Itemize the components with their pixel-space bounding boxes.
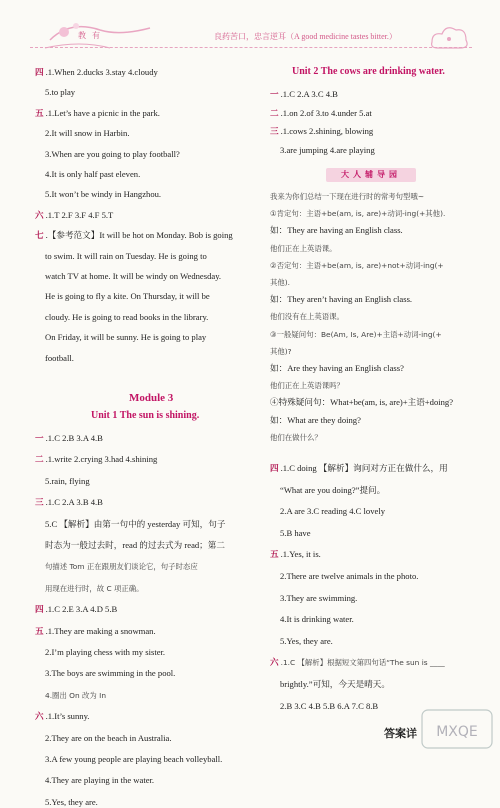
answer-line: [270, 362, 404, 374]
answer-line: [45, 646, 165, 658]
answer-line: [270, 107, 372, 119]
answer-line: [35, 209, 113, 221]
answer-text: ④特殊疑问句：What+be(am, is, are)+主语+doing?: [270, 397, 454, 408]
answer-text: 3.They are swimming.: [280, 592, 358, 603]
answer-line: [45, 148, 180, 160]
answer-text: ②否定句：主语+be(am, is, are)+not+动词-ing(+: [270, 260, 444, 270]
answer-text: “What are you doing?”提问。: [280, 484, 386, 495]
answer-line: [45, 667, 175, 679]
answer-line: [35, 625, 156, 637]
answer-line: [35, 229, 233, 241]
answer-line: [270, 190, 424, 203]
header-divider: [30, 47, 472, 48]
answer-line: [280, 527, 311, 539]
page-header: [0, 0, 500, 56]
answer-line: [35, 710, 89, 722]
answer-text: .1.T 2.F 3.F 4.F 5.T: [45, 209, 114, 220]
footer-label: 答案详: [384, 727, 417, 740]
answer-text: 如：They aren’t having an English class.: [270, 294, 413, 305]
answer-line: [270, 656, 445, 669]
section-marker: 一: [270, 89, 279, 99]
section-marker: 六: [270, 657, 279, 668]
answer-text: 5.Yes, they are.: [45, 796, 98, 807]
answer-line: [270, 345, 292, 358]
answer-line: [45, 796, 98, 808]
section-marker: 一: [35, 433, 44, 443]
answer-text: .1.C 2.E 3.A 4.D 5.B: [45, 604, 118, 615]
section-marker: 四: [35, 67, 44, 77]
answer-text: On Friday, it will be sunny. He is going to play: [45, 332, 207, 343]
answer-text: 他们正在上英语课。: [270, 243, 337, 253]
answer-line: [35, 107, 160, 119]
logo-text: 教 有: [78, 31, 102, 40]
cloud-decoration-icon: [426, 20, 472, 56]
answer-text: to swim. It will rain on Tuesday. He is going to: [45, 250, 207, 261]
answer-line: [270, 224, 403, 236]
answer-line: [270, 379, 344, 392]
answer-line: [270, 431, 322, 444]
answer-text: 5.to play: [45, 87, 76, 98]
answer-text: .1.on 2.of 3.to 4.under 5.at: [280, 107, 372, 118]
answer-line: [270, 414, 361, 426]
answer-text: 3.are jumping 4.are playing: [280, 144, 375, 155]
answer-line: [280, 505, 385, 517]
answer-text: 3.A few young people are playing beach volleyball.: [45, 754, 223, 764]
answer-text: .1.C 【解析】根据短文第四句话“The sun is ____: [280, 658, 445, 668]
answer-line: [35, 66, 158, 78]
answer-line: [45, 539, 225, 551]
answer-line: [270, 293, 412, 305]
answer-text: 5.rain, flying: [45, 475, 90, 486]
answer-line: [45, 290, 210, 302]
answer-line: [45, 250, 207, 262]
flower-logo-icon: [40, 10, 170, 56]
answer-text: .1.C 2.A 3.B 4.B: [45, 497, 103, 508]
answer-text: .1.cows 2.shining, blowing: [280, 126, 374, 136]
answer-line: [45, 311, 208, 323]
answer-line: [280, 592, 357, 604]
section-marker: 三: [35, 497, 44, 508]
answer-text: .1.When 2.ducks 3.stay 4.cloudy: [45, 67, 158, 77]
answer-line: [45, 582, 144, 595]
svg-text:MXQE: MXQE: [436, 724, 478, 740]
answer-line: [270, 125, 373, 137]
answer-line: [280, 635, 333, 647]
answer-text: .1.Yes, it is.: [280, 549, 321, 560]
answer-text: 其他).: [270, 278, 291, 287]
answer-line: [280, 570, 418, 582]
answer-text: 2.I’m playing chess with my sister.: [45, 647, 166, 657]
section-marker: 七: [35, 230, 44, 241]
answer-text: 用现在进行时，故 C 项正确。: [45, 583, 144, 593]
answer-text: 其他)?: [270, 346, 292, 356]
answer-text: watch TV at home. It will be windy on Wednesday.: [45, 271, 222, 281]
tutor-banner: 大人辅导园: [326, 168, 416, 182]
answer-text: 5.B have: [280, 527, 311, 538]
answer-text: brightly.”可知，今天是晴天。: [280, 679, 390, 689]
answer-line: [280, 484, 385, 496]
answer-line: [45, 127, 130, 139]
answer-text: 如：They are having an English class.: [270, 225, 403, 236]
answer-line: [45, 86, 75, 98]
answer-text: 4.It is drinking water.: [280, 614, 354, 625]
answer-line: [270, 242, 337, 255]
answer-text: 他们在做什么？: [270, 432, 322, 442]
answer-text: 2.There are twelve animals in the photo.: [280, 571, 419, 581]
answer-text: .1.C 2.B 3.A 4.B: [45, 433, 103, 443]
answer-line: [45, 475, 90, 487]
answer-line: [35, 453, 157, 465]
mxqe-watermark-icon: [420, 706, 494, 752]
answer-text: 如：What are they doing?: [270, 414, 361, 425]
section-marker: 四: [270, 463, 279, 473]
answer-line: [270, 88, 338, 100]
answer-line: [280, 700, 378, 712]
answer-line: [280, 613, 354, 625]
answer-line: [35, 432, 103, 444]
answer-line: [35, 603, 117, 615]
answer-text: .1.C doing 【解析】询问对方正在做什么，用: [280, 463, 448, 473]
answer-line: [270, 259, 444, 272]
answer-text: 他们没有在上英语课。: [270, 312, 344, 322]
answer-line: [270, 548, 321, 560]
unit2-title: Unit 2 The cows are drinking water.: [292, 66, 445, 77]
answer-line: [45, 168, 140, 180]
answer-line: [45, 753, 222, 765]
answer-text: ③一般疑问句：Be(Am, Is, Are)+主语+动词-ing(+: [270, 329, 442, 339]
answer-text: football.: [45, 352, 74, 363]
answer-text: 4.It is only half past eleven.: [45, 169, 141, 179]
answer-line: [45, 331, 206, 343]
answer-text: 时态为一般过去时，read 的过去式为 read；第二: [45, 540, 225, 550]
answer-text: 2.A are 3.C reading 4.C lovely: [280, 506, 386, 517]
answer-line: [280, 678, 390, 690]
section-marker: 四: [35, 604, 44, 615]
section-marker: 五: [270, 549, 279, 560]
answer-line: [270, 310, 344, 323]
section-marker: 三: [270, 126, 279, 136]
answer-text: 他们正在上英语课吗？: [270, 381, 344, 391]
answer-text: 4.圈出 On 改为 In: [45, 690, 107, 700]
answer-line: [45, 270, 221, 282]
answer-text: 2.They are on the beach in Australia.: [45, 732, 172, 743]
answer-line: [270, 328, 442, 341]
answer-line: [270, 462, 448, 474]
answer-text: 3.The boys are swimming in the pool.: [45, 668, 176, 679]
answer-text: .1.Let’s have a picnic in the park.: [45, 107, 160, 118]
answer-text: 句描述 Tom 正在跟朋友们谈论它，句子时态应: [45, 562, 198, 572]
section-marker: 六: [35, 711, 44, 722]
section-marker: 二: [35, 454, 44, 465]
answer-text: .【参考范文】It will be hot on Monday. Bob is going: [45, 230, 233, 241]
answer-line: [45, 518, 225, 530]
answer-line: [45, 352, 74, 364]
answer-line: [45, 774, 154, 786]
answer-text: 5.C 【解析】由第一句中的 yesterday 可知，句子: [45, 518, 226, 529]
answer-line: [45, 188, 161, 200]
answer-text: cloudy. He is going to read books in the library.: [45, 311, 209, 322]
unit1-title: Unit 1 The sun is shining.: [91, 410, 200, 421]
answer-text: ①肯定句：主语+be(am, is, are)+动词-ing(+其他).: [270, 209, 446, 219]
answer-text: .1.write 2.crying 3.had 4.shining: [45, 454, 158, 465]
answer-text: He is going to fly a kite. On Thursday, it will be: [45, 291, 210, 302]
answer-text: 5.Yes, they are.: [280, 635, 333, 646]
answer-text: 3.When are you going to play football?: [45, 148, 180, 159]
answer-line: [45, 560, 198, 573]
answer-line: [270, 396, 453, 408]
answer-text: 4.They are playing in the water.: [45, 775, 155, 786]
answer-text: 5.It won’t be windy in Hangzhou.: [45, 189, 162, 200]
answer-line: [45, 689, 106, 702]
answer-text: .1.It’s sunny.: [45, 711, 90, 722]
module-heading: Module 3: [129, 392, 174, 404]
header-motto: 良药苦口，忠言逆耳（A good medicine tastes bitter.）: [214, 32, 397, 41]
answer-text: 2.It will snow in Harbin.: [45, 128, 130, 139]
answer-line: [280, 144, 375, 156]
answer-line: [270, 207, 445, 220]
answer-text: .1.They are making a snowman.: [45, 625, 156, 636]
section-marker: 六: [35, 209, 44, 220]
answer-text: .1.C 2.A 3.C 4.B: [280, 89, 338, 99]
section-marker: 五: [35, 625, 44, 636]
answer-text: 如：Are they having an English class?: [270, 363, 404, 373]
answer-text: 2.B 3.C 4.B 5.B 6.A 7.C 8.B: [280, 700, 379, 711]
answer-line: [35, 496, 103, 508]
answer-line: [270, 276, 290, 289]
section-marker: 五: [35, 107, 44, 118]
answer-text: 我来为你们总结一下现在进行时的常考句型哦~: [270, 192, 425, 201]
answer-line: [45, 732, 171, 744]
section-marker: 二: [270, 107, 279, 118]
